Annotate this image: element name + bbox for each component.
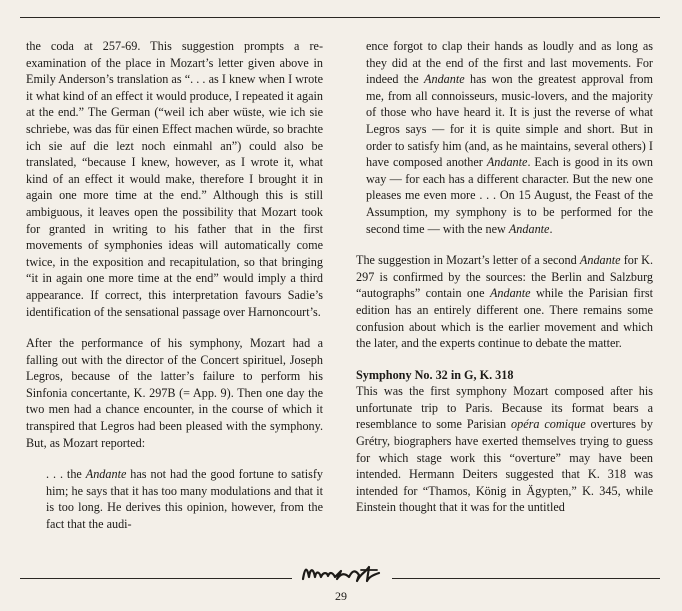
mozart-signature-icon <box>297 561 387 585</box>
page-number: 29 <box>335 589 347 603</box>
paragraph: the coda at 257-69. This suggestion prompts a re-examination of the place in Mozart’s letter given above in Emily Anderson’s translation as “. . . as I knew when I wrote it what kind of an effect it would produce, I repeated it again at the end.” The German (“weil ich aber wüste, wie ich sie schriebe, was das für einen Effect machen würde, so brachte ich sie auf die lezt noch einmahl an”) could also be translated, “because I knew, however, as I wrote it, what kind of an effect it would make, therefore I brought it in again one more time at the end.” Although this is still ambiguous, it leaves open the possibility that Mozart took for granted in writing to his father that in the first movements of symphonies ideas will automatically come twice, in the exposition and recapitulation, so that bringing “it in again one more time at the end” would imply a third appearance. If correct, this interpretation favours Sadie’s identification of the sensational passage over Harnoncourt’s. <box>26 39 323 319</box>
paragraph: This was the first symphony Mozart composed after his unfortunate trip to Paris. Because its format bears a resemblance to some Parisian opéra comique overtures by Grétry, biographers have exerted themselves trying to guess for which stage work this “overture” may have been intended. Hermann Deiters suggested that K. 318 was intended for “Thamos, König in Ägypten,” K. 345, while Einstein thought that it was for the untitled <box>356 384 653 515</box>
paragraph: The suggestion in Mozart’s letter of a second Andante for K. 297 is confirmed by the sources: the Berlin and Salzburg “autographs” contain one Andante while the Parisian first edition has an entirely different one. There remains some confusion about which is the earlier movement and which the later, and the experts continue to debate the matter. <box>356 253 654 351</box>
top-rule <box>20 17 660 18</box>
paragraph: After the performance of his symphony, Mozart had a falling out with the director of the Concert spirituel, Joseph Legros, because of the latter’s failure to perform his Sinfonia concertante, K. 297B (= App. 9). Then one day the two men had a chance encounter, in the course of which it transpired that Legros had been pleased with the symphony. But, as Mozart reported: <box>26 336 323 450</box>
letter-quote-continued: ence forgot to clap their hands as loudly and as long as they did at the end of the first and last movements. For indeed the Andante has won the greatest approval from me, from all connoisseurs, music-lovers, and the majority of those who have heard it. It is just the reverse of what Legros says — for it is quite simple and short. But in order to satisfy him (and, as he maintains, several others) I have composed another Andante. Each is good in its own way — for each has a different character. But the new one pleases me even more . . . On 15 August, the Feast of the Assumption, my symphony is to be performed for the second time — with the new Andante. <box>366 39 653 236</box>
letter-quote: . . . the Andante has not had the good fortune to satisfy him; he says that it has too many modulations and that it is too long. He derives this opinion, however, from the fact that the audi- <box>46 467 323 532</box>
mozart-signature-logo <box>292 560 392 586</box>
right-column <box>356 38 653 516</box>
left-column <box>26 38 323 533</box>
section-heading: Symphony No. 32 in G, K. 318 <box>356 367 514 382</box>
